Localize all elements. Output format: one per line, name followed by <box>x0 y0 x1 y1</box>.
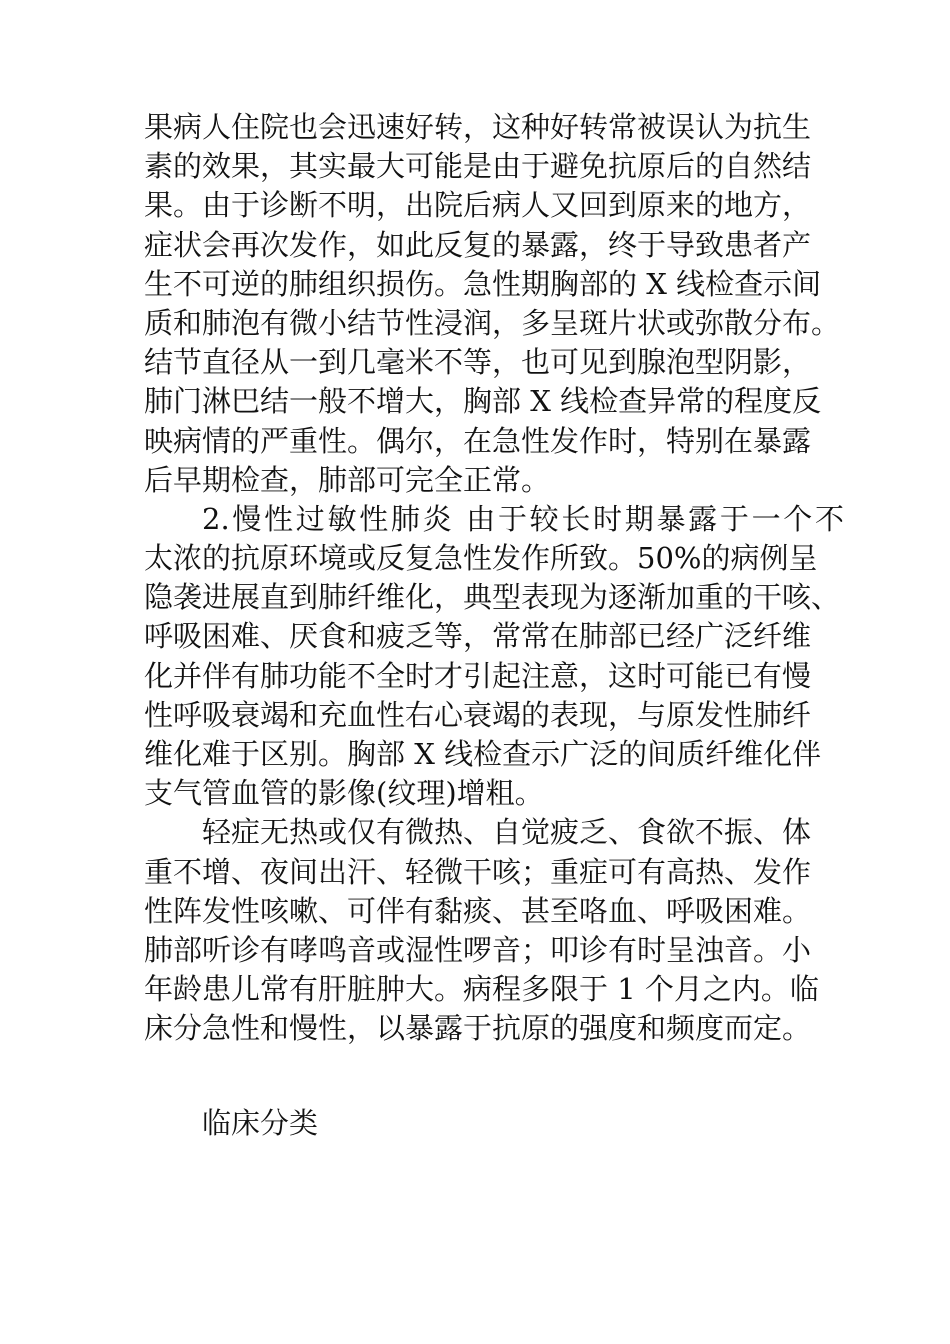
paragraph-line: 轻症无热或仅有微热、自觉疲乏、食欲不振、体 <box>202 815 812 850</box>
paragraph-line: 症状会再次发作，如此反复的暴露，终于导致患者产 <box>144 227 812 262</box>
paragraph-line: 性呼吸衰竭和充血性右心衰竭的表现，与原发性肺纤 <box>144 697 812 732</box>
paragraph-line: 果。由于诊断不明，出院后病人又回到原来的地方， <box>144 188 812 223</box>
paragraph-line: 映病情的严重性。偶尔，在急性发作时，特别在暴露 <box>144 423 812 458</box>
paragraph-line: 重不增、夜间出汗、轻微干咳；重症可有高热、发作 <box>144 854 812 889</box>
paragraph-line: 床分急性和慢性，以暴露于抗原的强度和频度而定。 <box>144 1011 812 1046</box>
paragraph-line: 结节直径从一到几毫米不等，也可见到腺泡型阴影， <box>144 345 812 380</box>
paragraph-line: 呼吸困难、厌食和疲乏等，常常在肺部已经广泛纤维 <box>144 619 812 654</box>
paragraph-line: 肺部听诊有哮鸣音或湿性啰音；叩诊有时呈浊音。小 <box>144 932 812 967</box>
paragraph-line: 2.慢性过敏性肺炎 由于较长时期暴露于一个不 <box>202 501 844 536</box>
paragraph-1 <box>144 108 841 500</box>
paragraph-line: 支气管血管的影像(纹理)增粗。 <box>144 776 544 811</box>
paragraph-line: 年龄患儿常有肝脏肿大。病程多限于 1 个月之内。临 <box>144 972 819 1007</box>
paragraph-2 <box>144 500 844 814</box>
paragraph-line: 生不可逆的肺组织损伤。急性期胸部的 X 线检查示间 <box>144 266 822 301</box>
paragraph-line: 后早期检查，肺部可完全正常。 <box>144 462 551 497</box>
paragraph-line: 性阵发性咳嗽、可伴有黏痰、甚至咯血、呼吸困难。 <box>144 893 812 928</box>
paragraph-line: 质和肺泡有微小结节性浸润，多呈斑片状或弥散分布。 <box>144 305 841 340</box>
paragraph-line: 果病人住院也会迅速好转，这种好转常被误认为抗生 <box>144 110 812 144</box>
paragraph-line: 维化难于区别。胸部 X 线检查示广泛的间质纤维化伴 <box>144 737 822 771</box>
paragraph-3 <box>144 813 819 1048</box>
paragraph-line: 素的效果，其实最大可能是由于避免抗原后的自然结 <box>144 149 812 184</box>
paragraph-line: 隐袭进展直到肺纤维化，典型表现为逐渐加重的干咳、 <box>144 580 841 615</box>
body-text <box>144 108 844 1049</box>
paragraph-line: 太浓的抗原环境或反复急性发作所致。50%的病例呈 <box>144 541 818 576</box>
paragraph-line: 化并伴有肺功能不全时才引起注意，这时可能已有慢 <box>144 658 812 693</box>
paragraph-line: 肺门淋巴结一般不增大，胸部 X 线检查异常的程度反 <box>144 384 822 419</box>
section-heading: 临床分类 <box>202 1106 319 1140</box>
